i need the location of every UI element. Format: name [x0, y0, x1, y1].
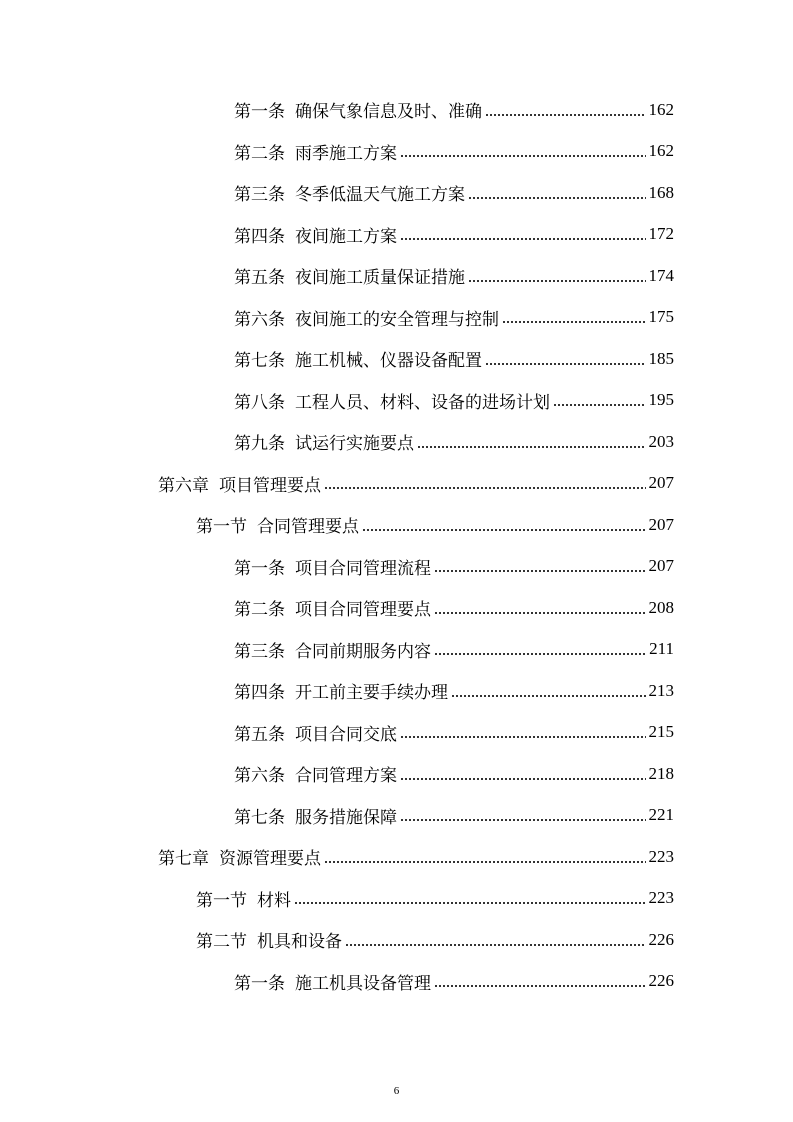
toc-entry-number: 第二节 — [196, 932, 247, 953]
dot-leader — [294, 901, 646, 905]
toc-entry-number: 第三条 — [234, 185, 285, 206]
toc-entry-page: 174 — [648, 265, 674, 285]
toc-entry-page: 172 — [648, 224, 674, 244]
toc-entry-page: 215 — [648, 722, 674, 742]
table-of-contents — [0, 89, 793, 1002]
toc-entry-title: 施工机具设备管理 — [295, 973, 431, 994]
dot-leader — [345, 943, 646, 947]
dot-leader — [553, 403, 646, 407]
toc-entry-title: 开工前主要手续办理 — [295, 683, 448, 704]
toc-entry-title: 冬季低温天气施工方案 — [295, 185, 465, 206]
toc-entry[interactable] — [0, 753, 793, 795]
toc-entry-page: 211 — [649, 639, 674, 659]
dot-leader — [324, 486, 646, 490]
toc-entry-page: 207 — [648, 556, 674, 576]
toc-entry[interactable] — [0, 463, 793, 505]
toc-entry-title: 夜间施工方案 — [295, 226, 397, 247]
toc-entry-page: 195 — [648, 390, 674, 410]
toc-entry-number: 第四条 — [234, 226, 285, 247]
toc-entry-number: 第二条 — [234, 600, 285, 621]
toc-entry[interactable] — [0, 919, 793, 961]
toc-entry-number: 第七条 — [234, 351, 285, 372]
toc-entry-title: 合同管理方案 — [295, 766, 397, 787]
toc-entry-number: 第一条 — [234, 973, 285, 994]
toc-entry[interactable] — [0, 172, 793, 214]
dot-leader — [451, 694, 646, 698]
dot-leader — [362, 528, 646, 532]
toc-entry[interactable] — [0, 89, 793, 131]
toc-entry[interactable] — [0, 629, 793, 671]
dot-leader — [468, 279, 646, 283]
toc-entry[interactable] — [0, 214, 793, 256]
toc-entry-title: 夜间施工的安全管理与控制 — [295, 309, 499, 330]
toc-entry-page: 223 — [648, 888, 674, 908]
toc-entry-number: 第一条 — [234, 102, 285, 123]
toc-entry-title: 服务措施保障 — [295, 807, 397, 828]
toc-entry-number: 第五条 — [234, 268, 285, 289]
toc-entry[interactable] — [0, 421, 793, 463]
page-number: 6 — [393, 1085, 400, 1097]
toc-entry-title: 项目合同管理要点 — [295, 600, 431, 621]
toc-entry[interactable] — [0, 255, 793, 297]
toc-entry-number: 第四条 — [234, 683, 285, 704]
toc-entry[interactable] — [0, 546, 793, 588]
toc-entry-number: 第六章 — [158, 475, 209, 496]
toc-entry[interactable] — [0, 297, 793, 339]
toc-entry-page: 207 — [648, 473, 674, 493]
toc-entry[interactable] — [0, 878, 793, 920]
toc-entry-number: 第六条 — [234, 766, 285, 787]
toc-entry-number: 第三条 — [234, 641, 285, 662]
toc-entry-title: 确保气象信息及时、准确 — [295, 102, 482, 123]
toc-entry[interactable] — [0, 504, 793, 546]
toc-entry-title: 施工机械、仪器设备配置 — [295, 351, 482, 372]
toc-entry[interactable] — [0, 131, 793, 173]
toc-entry-title: 试运行实施要点 — [295, 434, 414, 455]
toc-entry[interactable] — [0, 380, 793, 422]
toc-entry[interactable] — [0, 670, 793, 712]
toc-entry-title: 资源管理要点 — [219, 849, 321, 870]
toc-entry-page: 185 — [648, 348, 674, 368]
toc-entry-number: 第九条 — [234, 434, 285, 455]
toc-entry-title: 材料 — [257, 890, 291, 911]
toc-entry[interactable] — [0, 587, 793, 629]
dot-leader — [400, 818, 646, 822]
toc-entry[interactable] — [0, 836, 793, 878]
dot-leader — [400, 237, 646, 241]
toc-entry-title: 项目管理要点 — [219, 475, 321, 496]
toc-entry-number: 第五条 — [234, 724, 285, 745]
toc-entry-page: 213 — [648, 680, 674, 700]
dot-leader — [400, 735, 646, 739]
dot-leader — [400, 777, 646, 781]
dot-leader — [400, 154, 646, 158]
toc-entry-number: 第七章 — [158, 849, 209, 870]
toc-entry-title: 工程人员、材料、设备的进场计划 — [295, 392, 550, 413]
dot-leader — [434, 611, 646, 615]
toc-entry-page: 208 — [648, 597, 674, 617]
toc-entry-title: 项目合同管理流程 — [295, 558, 431, 579]
toc-entry-number: 第二条 — [234, 143, 285, 164]
toc-entry-page: 207 — [648, 514, 674, 534]
toc-entry-title: 项目合同交底 — [295, 724, 397, 745]
toc-entry-number: 第一节 — [196, 890, 247, 911]
toc-entry[interactable] — [0, 338, 793, 380]
toc-entry-page: 175 — [648, 307, 674, 327]
toc-entry-title: 合同管理要点 — [257, 517, 359, 538]
toc-entry-page: 226 — [648, 929, 674, 949]
toc-entry-number: 第七条 — [234, 807, 285, 828]
toc-entry-page: 226 — [648, 971, 674, 991]
dot-leader — [485, 362, 646, 366]
toc-entry-title: 机具和设备 — [257, 932, 342, 953]
toc-entry-title: 雨季施工方案 — [295, 143, 397, 164]
toc-entry[interactable] — [0, 712, 793, 754]
dot-leader — [485, 113, 646, 117]
dot-leader — [434, 984, 646, 988]
toc-entry-title: 合同前期服务内容 — [295, 641, 431, 662]
toc-entry-number: 第一节 — [196, 517, 247, 538]
toc-entry[interactable] — [0, 795, 793, 837]
dot-leader — [434, 569, 646, 573]
toc-entry-number: 第一条 — [234, 558, 285, 579]
dot-leader — [502, 320, 646, 324]
toc-entry-page: 221 — [648, 805, 674, 825]
toc-entry-title: 夜间施工质量保证措施 — [295, 268, 465, 289]
toc-entry-page: 223 — [648, 846, 674, 866]
toc-entry-page: 168 — [648, 182, 674, 202]
toc-entry-page: 162 — [648, 99, 674, 119]
dot-leader — [324, 860, 646, 864]
toc-entry-page: 162 — [648, 141, 674, 161]
toc-entry-number: 第八条 — [234, 392, 285, 413]
dot-leader — [434, 652, 646, 656]
toc-entry-number: 第六条 — [234, 309, 285, 330]
toc-entry[interactable] — [0, 961, 793, 1003]
toc-entry-page: 218 — [648, 763, 674, 783]
toc-entry-page: 203 — [648, 431, 674, 451]
dot-leader — [417, 445, 646, 449]
dot-leader — [468, 196, 646, 200]
